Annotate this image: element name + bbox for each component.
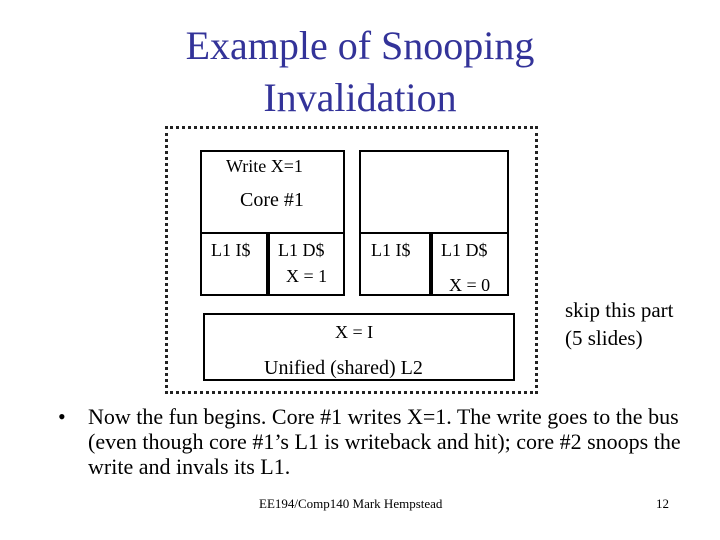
footer-course: EE194/Comp140 Mark Hempstead <box>259 496 443 511</box>
write-label: Write X=1 <box>226 156 303 176</box>
side-note-line-2: (5 slides) <box>565 326 643 350</box>
core-1-l1d-value: X = 1 <box>286 266 328 286</box>
core-1-l1i-label: L1 I$ <box>211 240 251 260</box>
side-note-line-1: skip this part <box>565 298 674 322</box>
page-number: 12 <box>656 496 669 511</box>
core-2-l1i-label: L1 I$ <box>371 240 411 260</box>
l2-value: X = I <box>335 322 374 342</box>
slide-title-line-1: Example of Snooping <box>185 23 535 68</box>
core-1-label: Core #1 <box>240 189 304 211</box>
core-1-l1d-label: L1 D$ <box>278 240 325 260</box>
bullet-text: Now the fun begins. Core #1 writes X=1. The write goes to the bus (even though core #1’s L1 is writeback and hit); core #2 snoops the write and invals its L1. <box>88 404 681 479</box>
bullet-symbol: • <box>58 404 66 429</box>
slide-title-line-2: Invalidation <box>263 75 457 120</box>
l2-label: Unified (shared) L2 <box>264 357 423 379</box>
core-2-l1d-value: X = 0 <box>449 275 491 295</box>
core-2-l1d-label: L1 D$ <box>441 240 488 260</box>
